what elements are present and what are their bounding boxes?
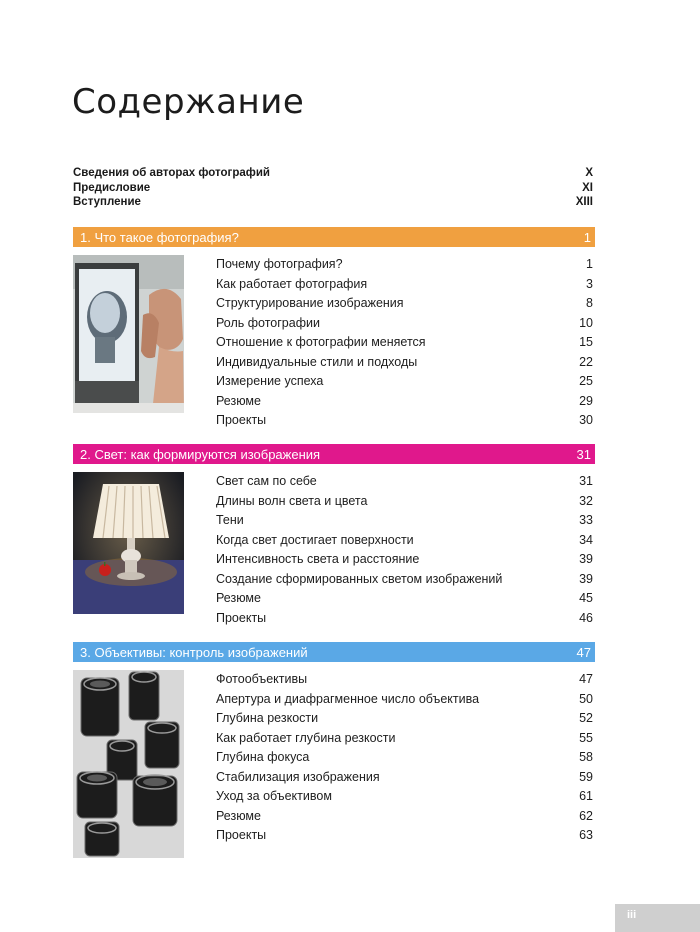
entry-label: Индивидуальные стили и подходы bbox=[216, 354, 418, 369]
entry-label: Когда свет достигает поверхности bbox=[216, 532, 414, 547]
entry-label: Глубина фокуса bbox=[216, 750, 310, 764]
entry-page: 25 bbox=[579, 374, 593, 388]
entry-page: 62 bbox=[579, 808, 593, 823]
chapter-page: 47 bbox=[576, 644, 591, 660]
toc-entry[interactable] bbox=[216, 787, 593, 807]
entry-page: 31 bbox=[579, 474, 593, 488]
page-title: Содержание bbox=[72, 82, 305, 122]
toc-entry[interactable] bbox=[216, 372, 593, 392]
entry-label: Апертура и диафрагменное число объектива bbox=[216, 691, 480, 706]
chapter-title: 1. Что такое фотография? bbox=[80, 229, 239, 245]
toc-entry[interactable] bbox=[216, 709, 593, 729]
toc-entry[interactable] bbox=[216, 589, 593, 609]
toc-entry[interactable] bbox=[216, 314, 593, 334]
entry-label: Фотообъективы bbox=[216, 672, 308, 686]
entry-page: 63 bbox=[579, 828, 593, 842]
toc-entry[interactable] bbox=[216, 492, 593, 512]
toc-entry[interactable] bbox=[216, 353, 593, 373]
toc-entry[interactable] bbox=[216, 826, 593, 846]
entry-page: 15 bbox=[579, 335, 593, 349]
entry-label: Роль фотографии bbox=[216, 315, 320, 330]
entry-label: Глубина резкости bbox=[216, 711, 319, 725]
toc-entry[interactable] bbox=[216, 748, 593, 768]
entry-label: Измерение успеха bbox=[216, 374, 324, 388]
toc-entry[interactable] bbox=[216, 690, 593, 710]
toc-entry[interactable] bbox=[216, 531, 593, 551]
front-matter-list bbox=[73, 166, 593, 210]
toc-entry[interactable] bbox=[216, 392, 593, 412]
entry-page: 50 bbox=[579, 691, 593, 706]
front-matter-label: Вступление bbox=[73, 196, 141, 208]
toc-entry[interactable] bbox=[216, 768, 593, 788]
front-matter-label: Сведения об авторах фотографий bbox=[73, 167, 270, 179]
entry-page: 58 bbox=[579, 750, 593, 764]
entry-label: Длины волн света и цвета bbox=[216, 493, 368, 508]
entry-page: 47 bbox=[579, 672, 593, 686]
entry-page: 32 bbox=[579, 493, 593, 508]
chapter-title: 3. Объективы: контроль изображений bbox=[80, 644, 308, 660]
chapter-1-entries bbox=[216, 255, 593, 431]
xray-viewer-photo bbox=[73, 255, 184, 413]
entry-label: Как работает фотография bbox=[216, 276, 368, 291]
entry-label: Тени bbox=[216, 513, 244, 527]
entry-page: 8 bbox=[586, 296, 593, 310]
toc-entry[interactable] bbox=[216, 729, 593, 749]
entry-page: 34 bbox=[579, 532, 593, 547]
toc-entry[interactable] bbox=[216, 550, 593, 570]
entry-label: Проекты bbox=[216, 610, 267, 625]
front-matter-item[interactable] bbox=[73, 195, 593, 210]
chapter-3-header[interactable] bbox=[73, 642, 595, 662]
chapter-page: 31 bbox=[576, 446, 591, 462]
toc-entry[interactable] bbox=[216, 570, 593, 590]
entry-label: Проекты bbox=[216, 413, 267, 427]
chapter-1 bbox=[73, 227, 595, 427]
entry-label: Создание сформированных светом изображений bbox=[216, 571, 503, 586]
entry-page: 55 bbox=[579, 730, 593, 745]
front-matter-item[interactable] bbox=[73, 166, 593, 181]
entry-page: 1 bbox=[586, 257, 593, 271]
toc-entry[interactable] bbox=[216, 411, 593, 431]
entry-page: 59 bbox=[579, 769, 593, 784]
toc-entry[interactable] bbox=[216, 472, 593, 492]
chapter-page: 1 bbox=[583, 229, 591, 245]
camera-lenses-photo bbox=[73, 670, 184, 858]
chapter-3-entries bbox=[216, 670, 593, 846]
entry-label: Свет сам по себе bbox=[216, 474, 317, 488]
entry-page: 61 bbox=[579, 789, 593, 803]
chapter-2-header[interactable] bbox=[73, 444, 595, 464]
chapter-2-entries bbox=[216, 472, 593, 628]
toc-entry[interactable] bbox=[216, 807, 593, 827]
entry-page: 10 bbox=[579, 315, 593, 330]
front-matter-page: XI bbox=[582, 181, 593, 194]
entry-label: Стабилизация изображения bbox=[216, 769, 380, 784]
toc-entry[interactable] bbox=[216, 275, 593, 295]
toc-entry[interactable] bbox=[216, 255, 593, 275]
entry-page: 39 bbox=[579, 552, 593, 566]
entry-page: 33 bbox=[579, 513, 593, 527]
entry-label: Резюме bbox=[216, 808, 261, 823]
entry-label: Уход за объективом bbox=[216, 789, 332, 803]
entry-label: Структурирование изображения bbox=[216, 296, 404, 310]
toc-entry[interactable] bbox=[216, 294, 593, 314]
entry-page: 29 bbox=[579, 393, 593, 408]
toc-entry[interactable] bbox=[216, 609, 593, 629]
chapter-3 bbox=[73, 642, 595, 842]
front-matter-label: Предисловие bbox=[73, 181, 151, 194]
entry-page: 45 bbox=[579, 591, 593, 605]
entry-page: 52 bbox=[579, 711, 593, 725]
page-number: iii bbox=[615, 904, 700, 932]
entry-label: Почему фотография? bbox=[216, 257, 343, 271]
entry-label: Резюме bbox=[216, 393, 261, 408]
entry-page: 3 bbox=[586, 276, 593, 291]
entry-label: Отношение к фотографии меняется bbox=[216, 335, 426, 349]
toc-entry[interactable] bbox=[216, 670, 593, 690]
entry-page: 46 bbox=[579, 610, 593, 625]
toc-entry[interactable] bbox=[216, 511, 593, 531]
entry-page: 30 bbox=[579, 413, 593, 427]
entry-page: 39 bbox=[579, 571, 593, 586]
front-matter-page: X bbox=[585, 167, 593, 179]
chapter-2 bbox=[73, 444, 595, 625]
entry-label: Резюме bbox=[216, 591, 261, 605]
entry-label: Интенсивность света и расстояние bbox=[216, 552, 420, 566]
entry-label: Проекты bbox=[216, 828, 267, 842]
toc-entry[interactable] bbox=[216, 333, 593, 353]
front-matter-item[interactable] bbox=[73, 181, 593, 196]
entry-label: Как работает глубина резкости bbox=[216, 730, 396, 745]
chapter-1-header[interactable] bbox=[73, 227, 595, 247]
table-lamp-photo bbox=[73, 472, 184, 614]
chapter-title: 2. Свет: как формируются изображения bbox=[80, 446, 321, 462]
front-matter-page: XIII bbox=[575, 196, 593, 208]
entry-page: 22 bbox=[579, 354, 593, 369]
